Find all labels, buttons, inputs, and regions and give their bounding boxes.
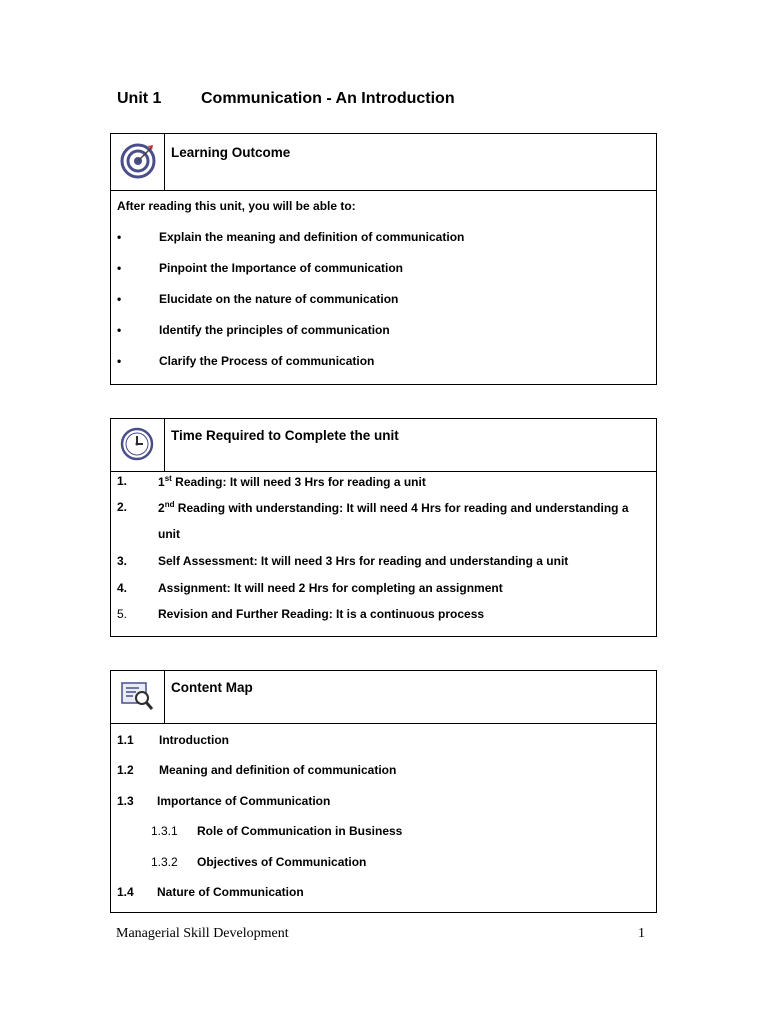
learning-outcome-heading: Learning Outcome <box>171 145 291 160</box>
time-item <box>158 500 629 515</box>
content-map-icon-cell <box>111 671 165 723</box>
content-map-box <box>110 670 657 913</box>
time-required-header <box>111 419 656 472</box>
document-magnifier-icon <box>119 678 155 714</box>
time-item-text: Assignment: It will need 2 Hrs for completing an assignment <box>158 581 503 595</box>
footer-title: Managerial Skill Development <box>116 926 289 941</box>
clock-icon <box>119 426 155 462</box>
learning-outcome-intro: After reading this unit, you will be able to: <box>117 199 356 213</box>
time-item-number: 5. <box>117 607 128 621</box>
learning-outcome-icon-cell <box>111 134 165 190</box>
bullet: • <box>117 323 122 337</box>
content-item-text: Meaning and definition of communication <box>159 763 397 777</box>
time-item-text: Self Assessment: It will need 3 Hrs for reading and understanding a unit <box>158 554 569 568</box>
learning-outcome-box <box>110 133 657 385</box>
content-map-header <box>111 671 656 724</box>
learning-outcome-item: Clarify the Process of communication <box>159 354 375 368</box>
content-item-number: 1.1 <box>117 733 134 747</box>
time-item <box>158 474 426 489</box>
bullet: • <box>117 261 122 275</box>
learning-outcome-item: Explain the meaning and definition of communication <box>159 230 465 244</box>
content-map-heading: Content Map <box>171 680 253 695</box>
time-item-text: Revision and Further Reading: It is a continuous process <box>158 607 485 621</box>
bullet: • <box>117 292 122 306</box>
time-item-text: Reading: It will need 3 Hrs for reading a unit <box>171 475 426 489</box>
time-required-box <box>110 418 657 637</box>
content-item-text: Introduction <box>159 733 229 747</box>
learning-outcome-item: Identify the principles of communication <box>159 323 390 337</box>
learning-outcome-header <box>111 134 656 191</box>
time-item-number: 1. <box>117 474 128 488</box>
learning-outcome-item: Pinpoint the Importance of communication <box>159 261 404 275</box>
content-item-text: Importance of Communication <box>157 794 331 808</box>
content-item-number: 1.2 <box>117 763 134 777</box>
time-item-number: 2. <box>117 500 128 514</box>
bullet: • <box>117 230 122 244</box>
ordinal-suffix: st <box>164 474 172 483</box>
target-icon <box>119 142 157 180</box>
ordinal-number: 2 <box>158 501 165 515</box>
unit-number: Unit 1 <box>117 90 162 107</box>
time-item-number: 4. <box>117 581 128 595</box>
ordinal-number: 1 <box>158 475 165 489</box>
learning-outcome-item: Elucidate on the nature of communication <box>159 292 399 306</box>
ordinal-suffix: nd <box>164 500 175 509</box>
page-number: 1 <box>638 926 645 941</box>
content-subitem-number: 1.3.1 <box>151 824 178 838</box>
time-item-text: Reading with understanding: It will need 4 Hrs for reading and understanding a <box>174 501 629 515</box>
content-subitem-number: 1.3.2 <box>151 855 178 869</box>
unit-heading: Communication - An Introduction <box>201 90 455 107</box>
content-item-text: Nature of Communication <box>157 885 304 899</box>
unit-title <box>117 90 455 108</box>
content-item-number: 1.4 <box>117 885 134 899</box>
time-item-number: 3. <box>117 554 128 568</box>
content-item-number: 1.3 <box>117 794 134 808</box>
content-subitem-text: Objectives of Communication <box>197 855 367 869</box>
content-subitem-text: Role of Communication in Business <box>197 824 403 838</box>
bullet: • <box>117 354 122 368</box>
time-required-heading: Time Required to Complete the unit <box>171 428 399 443</box>
time-item-continuation: unit <box>158 527 180 541</box>
time-required-icon-cell <box>111 419 165 471</box>
